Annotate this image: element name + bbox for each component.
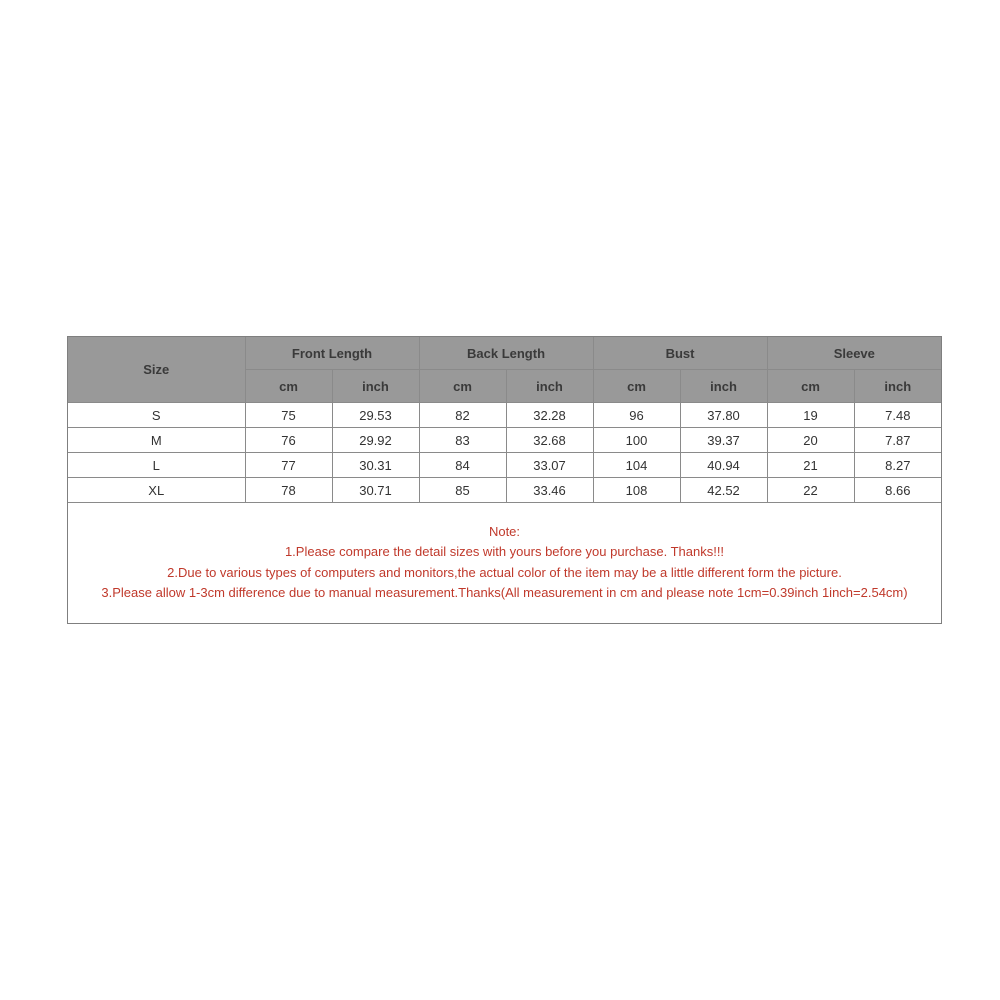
table-row [68,453,941,478]
table-cell: 40.94 [680,453,767,478]
notes-section [68,503,941,603]
size-column-header: Size [68,337,245,403]
table-cell: 75 [245,403,332,428]
table-cell: 22 [767,478,854,503]
note-line: 2.Due to various types of computers and monitors,the actual color of the item may be a little different form the picture. [167,564,842,580]
table-cell: 108 [593,478,680,503]
table-cell: 7.48 [854,403,941,428]
size-cell: M [68,428,245,453]
table-cell: 37.80 [680,403,767,428]
table-cell: 104 [593,453,680,478]
table-row [68,478,941,503]
unit-header: inch [506,370,593,403]
unit-header: inch [332,370,419,403]
note-line: 3.Please allow 1-3cm difference due to manual measurement.Thanks(All measurement in cm and please note 1cm=0.39inch 1inch=2.54cm) [101,584,908,600]
unit-header: cm [593,370,680,403]
note-line: 1.Please compare the detail sizes with yours before you purchase. Thanks!!! [284,544,725,560]
table-row [68,428,941,453]
group-header-back-length: Back Length [419,337,593,370]
table-cell: 32.28 [506,403,593,428]
table-cell: 100 [593,428,680,453]
size-cell: L [68,453,245,478]
unit-header: inch [680,370,767,403]
table-cell: 19 [767,403,854,428]
unit-header: inch [854,370,941,403]
table-cell: 85 [419,478,506,503]
size-cell: S [68,403,245,428]
unit-header: cm [419,370,506,403]
table-cell: 77 [245,453,332,478]
table-cell: 78 [245,478,332,503]
table-cell: 8.27 [854,453,941,478]
table-cell: 7.87 [854,428,941,453]
table-cell: 96 [593,403,680,428]
table-cell: 21 [767,453,854,478]
table-cell: 20 [767,428,854,453]
size-cell: XL [68,478,245,503]
table-cell: 39.37 [680,428,767,453]
notes-title: Note: [488,524,521,539]
size-chart [67,336,942,624]
table-cell: 29.92 [332,428,419,453]
table-cell: 33.46 [506,478,593,503]
table-cell: 29.53 [332,403,419,428]
table-cell: 33.07 [506,453,593,478]
table-cell: 8.66 [854,478,941,503]
table-cell: 30.71 [332,478,419,503]
table-cell: 76 [245,428,332,453]
table-cell: 42.52 [680,478,767,503]
unit-header: cm [245,370,332,403]
table-cell: 30.31 [332,453,419,478]
group-header-front-length: Front Length [245,337,419,370]
table-row [68,403,941,428]
group-header-row [68,337,941,370]
table-cell: 84 [419,453,506,478]
table-cell: 32.68 [506,428,593,453]
group-header-sleeve: Sleeve [767,337,941,370]
table-cell: 82 [419,403,506,428]
size-table [68,337,941,503]
unit-header: cm [767,370,854,403]
group-header-bust: Bust [593,337,767,370]
table-cell: 83 [419,428,506,453]
